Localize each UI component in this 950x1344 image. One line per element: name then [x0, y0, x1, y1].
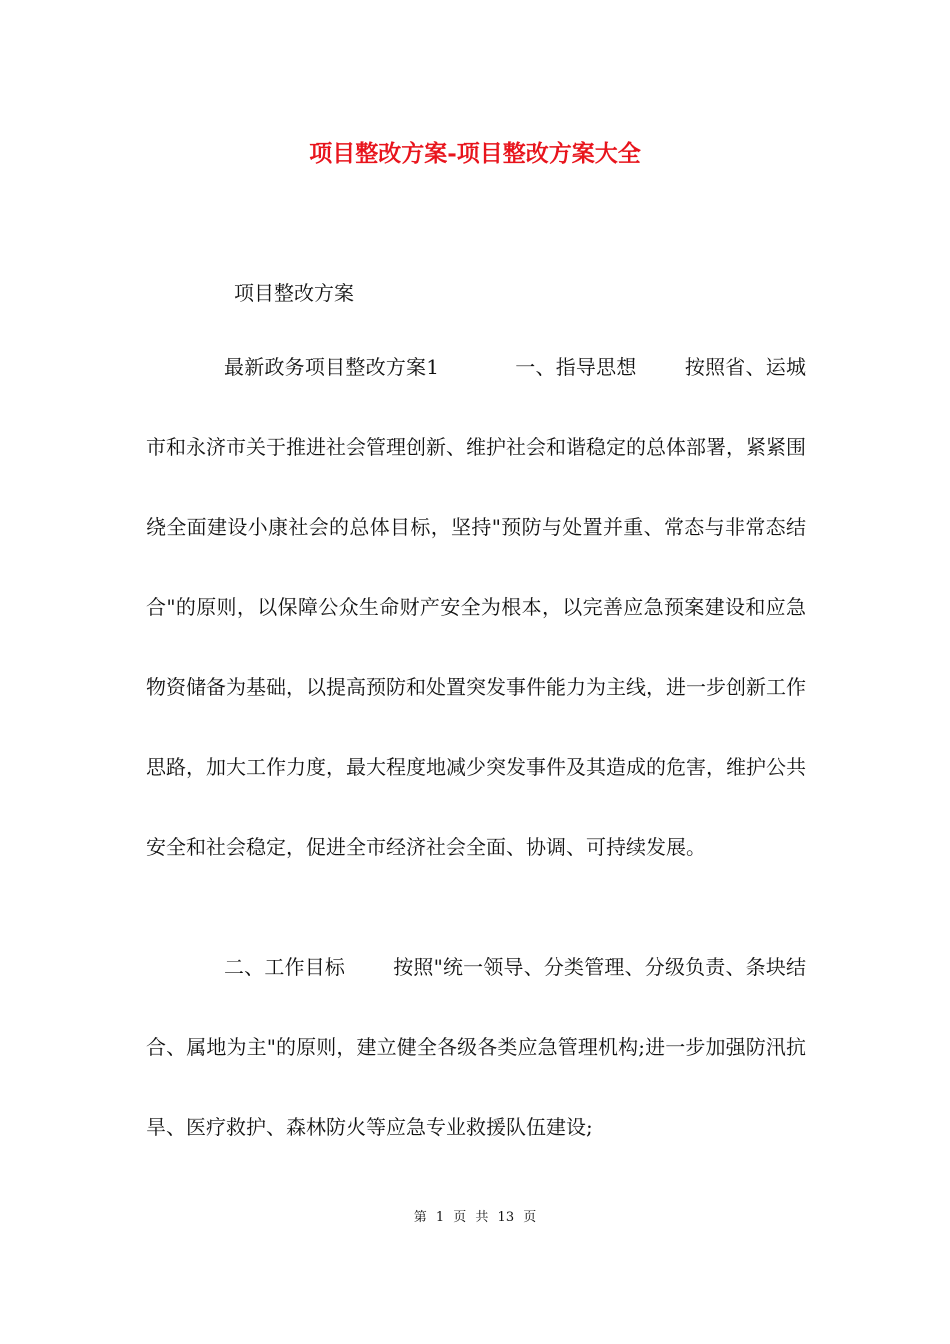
paragraph-body: 按照"统一领导、分类管理、分级负责、条块结合、属地为主"的原则，建立健全各级各类应急管理机构;进一步加强防汛抗旱、医疗救护、森林防火等应急专业救援队伍建设;: [146, 955, 807, 1139]
paragraph-guiding-thought: [146, 327, 806, 887]
paragraph-lead: 最新政务项目整改方案1: [224, 355, 440, 379]
paragraph-body: 按照省、运城市和永济市关于推进社会管理创新、维护社会和谐稳定的总体部署，紧紧围绕全面建设小康社会的总体目标，坚持"预防与处置并重、常态与非常态结合"的原则，以保障公众生命财产安全为根本，以完善应急预案建设和应急物资储备为基础，以提高预防和处置突发事件能力为主线，进一步创新工作思路，加大工作力度，最大程度地减少突发事件及其造成的危害，维护公共安全和社会稳定，促进全市经济社会全面、协调、可持续发展。: [146, 355, 806, 859]
paragraph-work-goals: [146, 927, 806, 1167]
section-heading-work-goals: 二、工作目标: [224, 955, 346, 979]
section-heading-guiding-thought: 一、指导思想: [515, 355, 637, 379]
document-subtitle: 项目整改方案: [234, 281, 354, 305]
page-footer: 第 1 页 共 13 页: [413, 1210, 537, 1225]
page-title: 项目整改方案-项目整改方案大全: [309, 140, 641, 167]
